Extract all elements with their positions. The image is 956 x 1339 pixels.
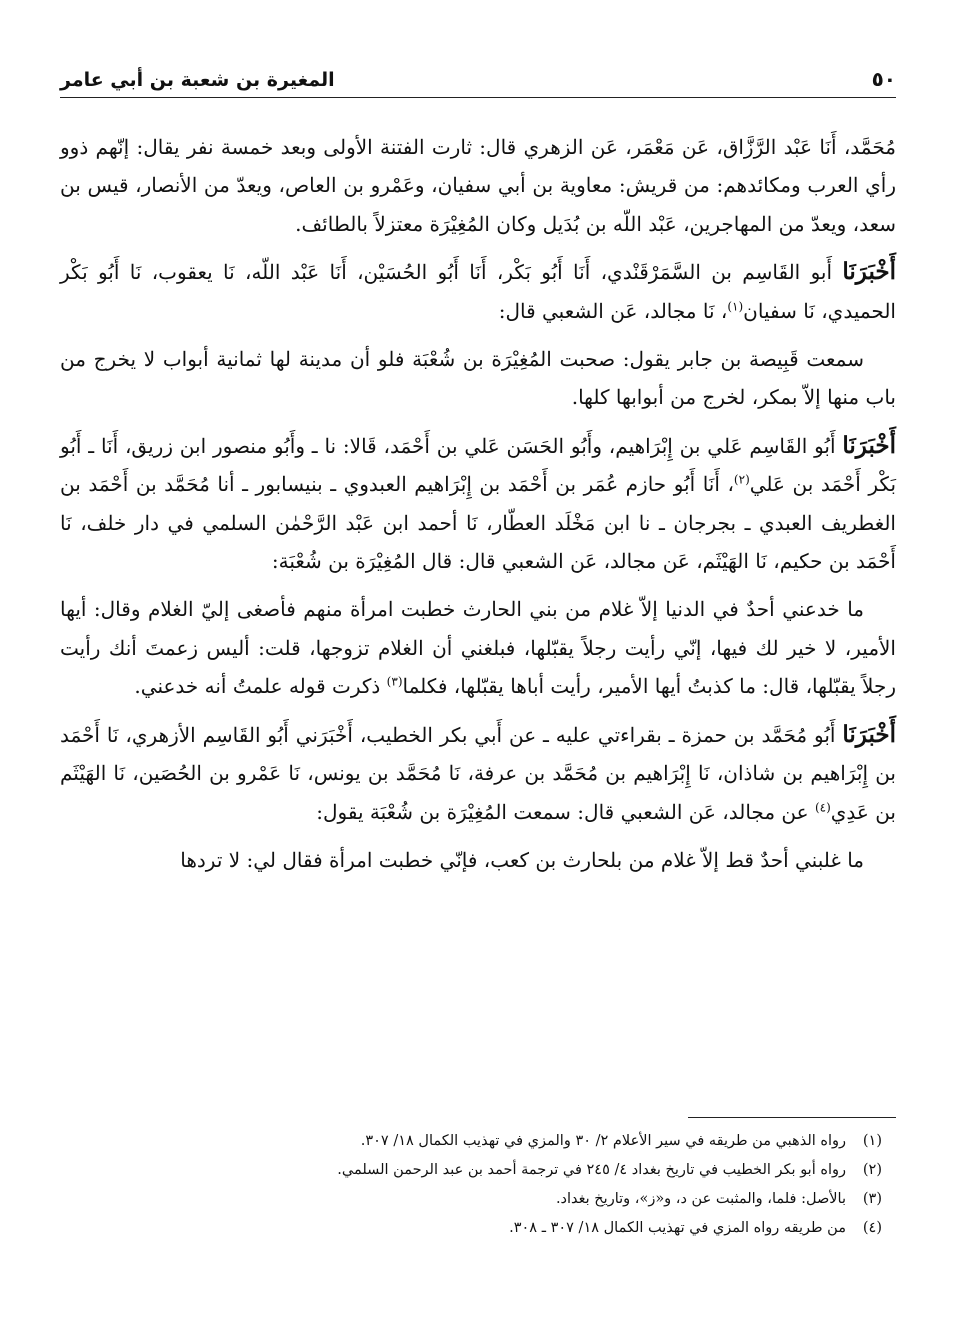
- paragraph-5-text-b: ذكرت قوله علمتُ أنه خدعني.: [134, 674, 387, 699]
- footnote-number: (٣): [862, 1191, 882, 1207]
- akhbarana-lead: أَخْبَرَنَا: [842, 720, 896, 748]
- paragraph-5: [60, 590, 896, 705]
- akhbarana-lead: أَخْبَرَنَا: [842, 258, 896, 286]
- book-page: [60, 0, 896, 1339]
- footnote-text: بالأصل: فلما، والمثبت عن د، و«ز»، وتاريخ بغداد.: [555, 1191, 846, 1207]
- footnote-ref-1: (١): [727, 298, 744, 313]
- footnote-item: [60, 1214, 896, 1243]
- footnote-number: (١): [862, 1133, 882, 1149]
- paragraph-4-text-b: ، أَنَا أَبُو حازم عُمَر بن أَحْمَد بن إِبْرَاهيم العبدوي ـ بنيسابور ـ أنا مُحَمَّد بن أَحْمَد بن الغطريف العبدي ـ بجرجان ـ نا ابن مَخْلَد العطّار، نَا أحمد ابن عَبْد الرَّحْمٰن السلمي في دار خلف، نَا أَحْمَد بن حكيم، نَا الهَيْثَم، عَن مجالد، عَن الشعبي قال: قال المُغِيْرَة بن شُعْبَة:: [60, 472, 896, 574]
- footnote-item: [60, 1156, 896, 1185]
- page-number: ٥٠: [871, 67, 896, 91]
- paragraph-4-text-a: أَبُو القَاسِم عَلي بن إِبْرَاهيم، وأَبُو الحَسَن عَلي بن أَحْمَد، قَالا: نا ـ وأَبُو منصور ابن زريق، أَنَا ـ أَبُو بَكْر أَحْمَد بن عَلي: [60, 433, 897, 497]
- paragraph-7: ما غلبني أحدٌ قط إلاّ غلام من بلحارث بن كعب، فإنّي خطبت امرأة فقال لي: لا تردها: [180, 847, 864, 872]
- paragraph-6-text-b: عن مجالد، عَن الشعبي قال: سمعت المُغِيْرَة بن شُعْبَة يقول:: [316, 799, 815, 824]
- footnote-number: (٢): [862, 1162, 882, 1178]
- paragraph-2-text-a: أَبو القَاسِم بن السَّمَرْقَنْدي، أَنَا أَبُو بَكْر، أَنَا أَبُو الحُسَيْن، أَنَا عَبْد اللّه، نَا يعقوب، نَا أَبُو بَكْر الحميدي، نَا سفيان: [60, 260, 896, 323]
- footnote-text: رواه أبو بكر الخطيب في تاريخ بغداد ٤/ ٢٤٥ في ترجمة أحمد بن عبد الرحمن السلمي.: [337, 1162, 846, 1178]
- akhbarana-lead: أَخْبَرَنَا: [842, 431, 896, 459]
- page-header: [60, 58, 896, 98]
- paragraph-6-text-a: أَبُو مُحَمَّد بن حمزة ـ بقراءتي عليه ـ عن أَبي بكر الخطيب، أَخْبَرَني أَبُو القَاسِم الأزهري، نَا أَحْمَد بن إِبْرَاهيم بن شاذان، نَا إِبْرَاهيم بن مُحَمَّد بن عرفة، نَا مُحَمَّد بن يونس، نَا عَمْرو بن الحُصَين، نَا الهَيْثَم بن عَدِي: [60, 722, 896, 824]
- main-text: [60, 128, 896, 889]
- paragraph-6: [60, 716, 896, 831]
- paragraph-4: [60, 427, 896, 581]
- paragraph-3: سمعت قَبِيصة بن جابر يقول: صحبت المُغِيْرَة بن شُعْبَة فلو أن مدينة لها ثمانية أبواب لا يخرج من باب منها إلاّ بمكر، لخرج من أبوابها كلها.: [60, 347, 896, 410]
- footnote-ref-2: (٢): [733, 472, 750, 487]
- footnote-divider: [688, 1117, 896, 1118]
- footnotes: [60, 1127, 896, 1243]
- footnote-item: [60, 1185, 896, 1214]
- running-title: المغيرة بن شعبة بن أبي عامر: [60, 69, 335, 91]
- footnote-ref-3: (٣): [386, 674, 403, 689]
- footnote-text: رواه الذهبي من طريقه في سير الأعلام ٢/ ٣٠ والمزي في تهذيب الكمال ١٨/ ٣٠٧.: [360, 1133, 846, 1149]
- paragraph-2-text-b: ، نَا مجالد، عَن الشعبي قال:: [498, 298, 728, 323]
- paragraph-2: [60, 253, 896, 330]
- footnote-text: من طريقه رواه المزي في تهذيب الكمال ١٨/ ٣٠٧ ـ ٣٠٨.: [509, 1220, 846, 1236]
- footnote-number: (٤): [862, 1220, 882, 1236]
- paragraph-1: مُحَمَّد، أَنَا عَبْد الرَّزَّاق، عَن مَعْمَر، عَن الزهري قال: ثارت الفتنة الأولى وبعد خمسة نفر يقال: إنّهم ذوو رأي العرب ومكائدهم: من قريش: معاوية بن أبي سفيان، وعَمْرو بن العاص، ويعدّ من الأنصار، قيس بن سعد، ويعدّ من المهاجرين، عَبْد اللّه بن بُدَيل وكان المُغِيْرَة معتزلاً بالطائف.: [60, 135, 896, 236]
- footnote-ref-4: (٤): [814, 799, 831, 814]
- paragraph-5-text-a: ما خدعني أحدٌ في الدنيا إلاّ غلام من بني الحارث خطبت امرأة منهم فأصغى إليّ الغلام وقال: أيها الأمير، لا خير لك فيها، إنّي رأيت رجلاً يقبّلها، فبلغني أن الغلام تزوجها، قلت: أليس زعمتَ أنك رأيت رجلاً يقبّلها، قال: ما كذبتُ أيها الأمير، رأيت أباها يقبّلها، فكلما: [60, 597, 896, 699]
- footnote-item: [60, 1127, 896, 1156]
